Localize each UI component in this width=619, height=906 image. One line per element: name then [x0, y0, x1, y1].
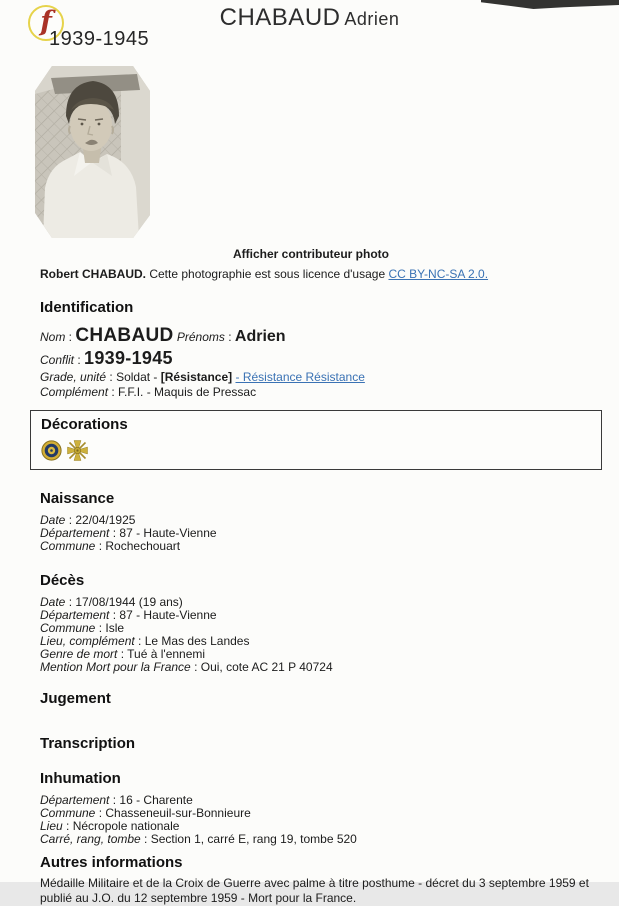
- inhumation-fields: [40, 794, 592, 846]
- field-complement: Complément : F.F.I. - Maquis de Pressac: [40, 385, 257, 399]
- naissance-fields: [40, 514, 592, 553]
- field-row: Département : 87 - Haute-Vienne: [40, 608, 217, 622]
- medaille-militaire-icon: [41, 440, 62, 461]
- field-row: Commune : Chasseneuil-sur-Bonnieure: [40, 806, 251, 820]
- title-firstname: Adrien: [344, 9, 400, 29]
- firstname-value: Adrien: [234, 328, 286, 345]
- title-surname: CHABAUD: [219, 4, 341, 31]
- conflit-value: 1939-1945: [84, 348, 173, 368]
- field-row: Mention Mort pour la France : Oui, cote AC 21 P 40724: [40, 660, 333, 674]
- autres-informations-text: Médaille Militaire et de la Croix de Guerre avec palme à titre posthume - décret du 3 septembre 1959 et publié au J.O. du 12 septembre 1959 - Mort pour la France.: [40, 876, 589, 905]
- field-nom-prenoms: Nom : CHABAUD Prénoms : Adrien: [40, 325, 286, 346]
- field-row: Carré, rang, tombe : Section 1, carré E, rang 19, tombe 520: [40, 832, 357, 846]
- conflict-period: 1939-1945: [49, 28, 150, 50]
- portrait-photo: [35, 66, 150, 241]
- decorations-box: [30, 410, 602, 470]
- field-row: Genre de mort : Tué à l'ennemi: [40, 647, 206, 661]
- record-content: [40, 247, 592, 906]
- show-photo-contributor-link[interactable]: Afficher contributeur photo: [233, 247, 389, 261]
- surname-value: CHABAUD: [75, 325, 174, 346]
- section-heading-naissance: Naissance: [40, 490, 115, 507]
- field-conflit: Conflit : 1939-1945: [40, 348, 173, 368]
- section-heading-autres-informations: Autres informations: [40, 854, 183, 871]
- field-grade-unite: Grade, unité : Soldat - [Résistance] - Résistance Résistance: [40, 370, 365, 384]
- field-row: Commune : Isle: [40, 621, 125, 635]
- license-link[interactable]: CC BY-NC-SA 2.0.: [388, 267, 489, 281]
- credit-author: Robert CHABAUD.: [40, 267, 146, 281]
- portrait-photo-image: [35, 66, 150, 238]
- section-heading-decorations: Décorations: [41, 416, 128, 433]
- f-logo-icon: f: [28, 5, 64, 41]
- field-row: Département : 16 - Charente: [40, 793, 193, 807]
- deces-fields: [40, 596, 592, 674]
- field-row: Lieu : Nécropole nationale: [40, 819, 180, 833]
- resistance-unit-link[interactable]: - Résistance Résistance: [235, 370, 365, 384]
- section-heading-deces: Décès: [40, 572, 85, 589]
- credit-text: Cette photographie est sous licence d'usage: [149, 267, 386, 281]
- section-heading-identification: Identification: [40, 299, 134, 316]
- section-heading-jugement: Jugement: [40, 690, 111, 707]
- section-heading-inhumation: Inhumation: [40, 770, 121, 787]
- field-row: Date : 22/04/1925: [40, 513, 136, 527]
- field-row: Département : 87 - Haute-Vienne: [40, 526, 217, 540]
- field-row: Lieu, complément : Le Mas des Landes: [40, 634, 250, 648]
- croix-de-guerre-icon: [67, 440, 88, 461]
- field-row: Commune : Rochechouart: [40, 539, 181, 553]
- medals-row: [41, 440, 601, 461]
- field-row: Date : 17/08/1944 (19 ans): [40, 595, 183, 609]
- photo-credit: [40, 267, 592, 281]
- section-heading-transcription: Transcription: [40, 735, 136, 752]
